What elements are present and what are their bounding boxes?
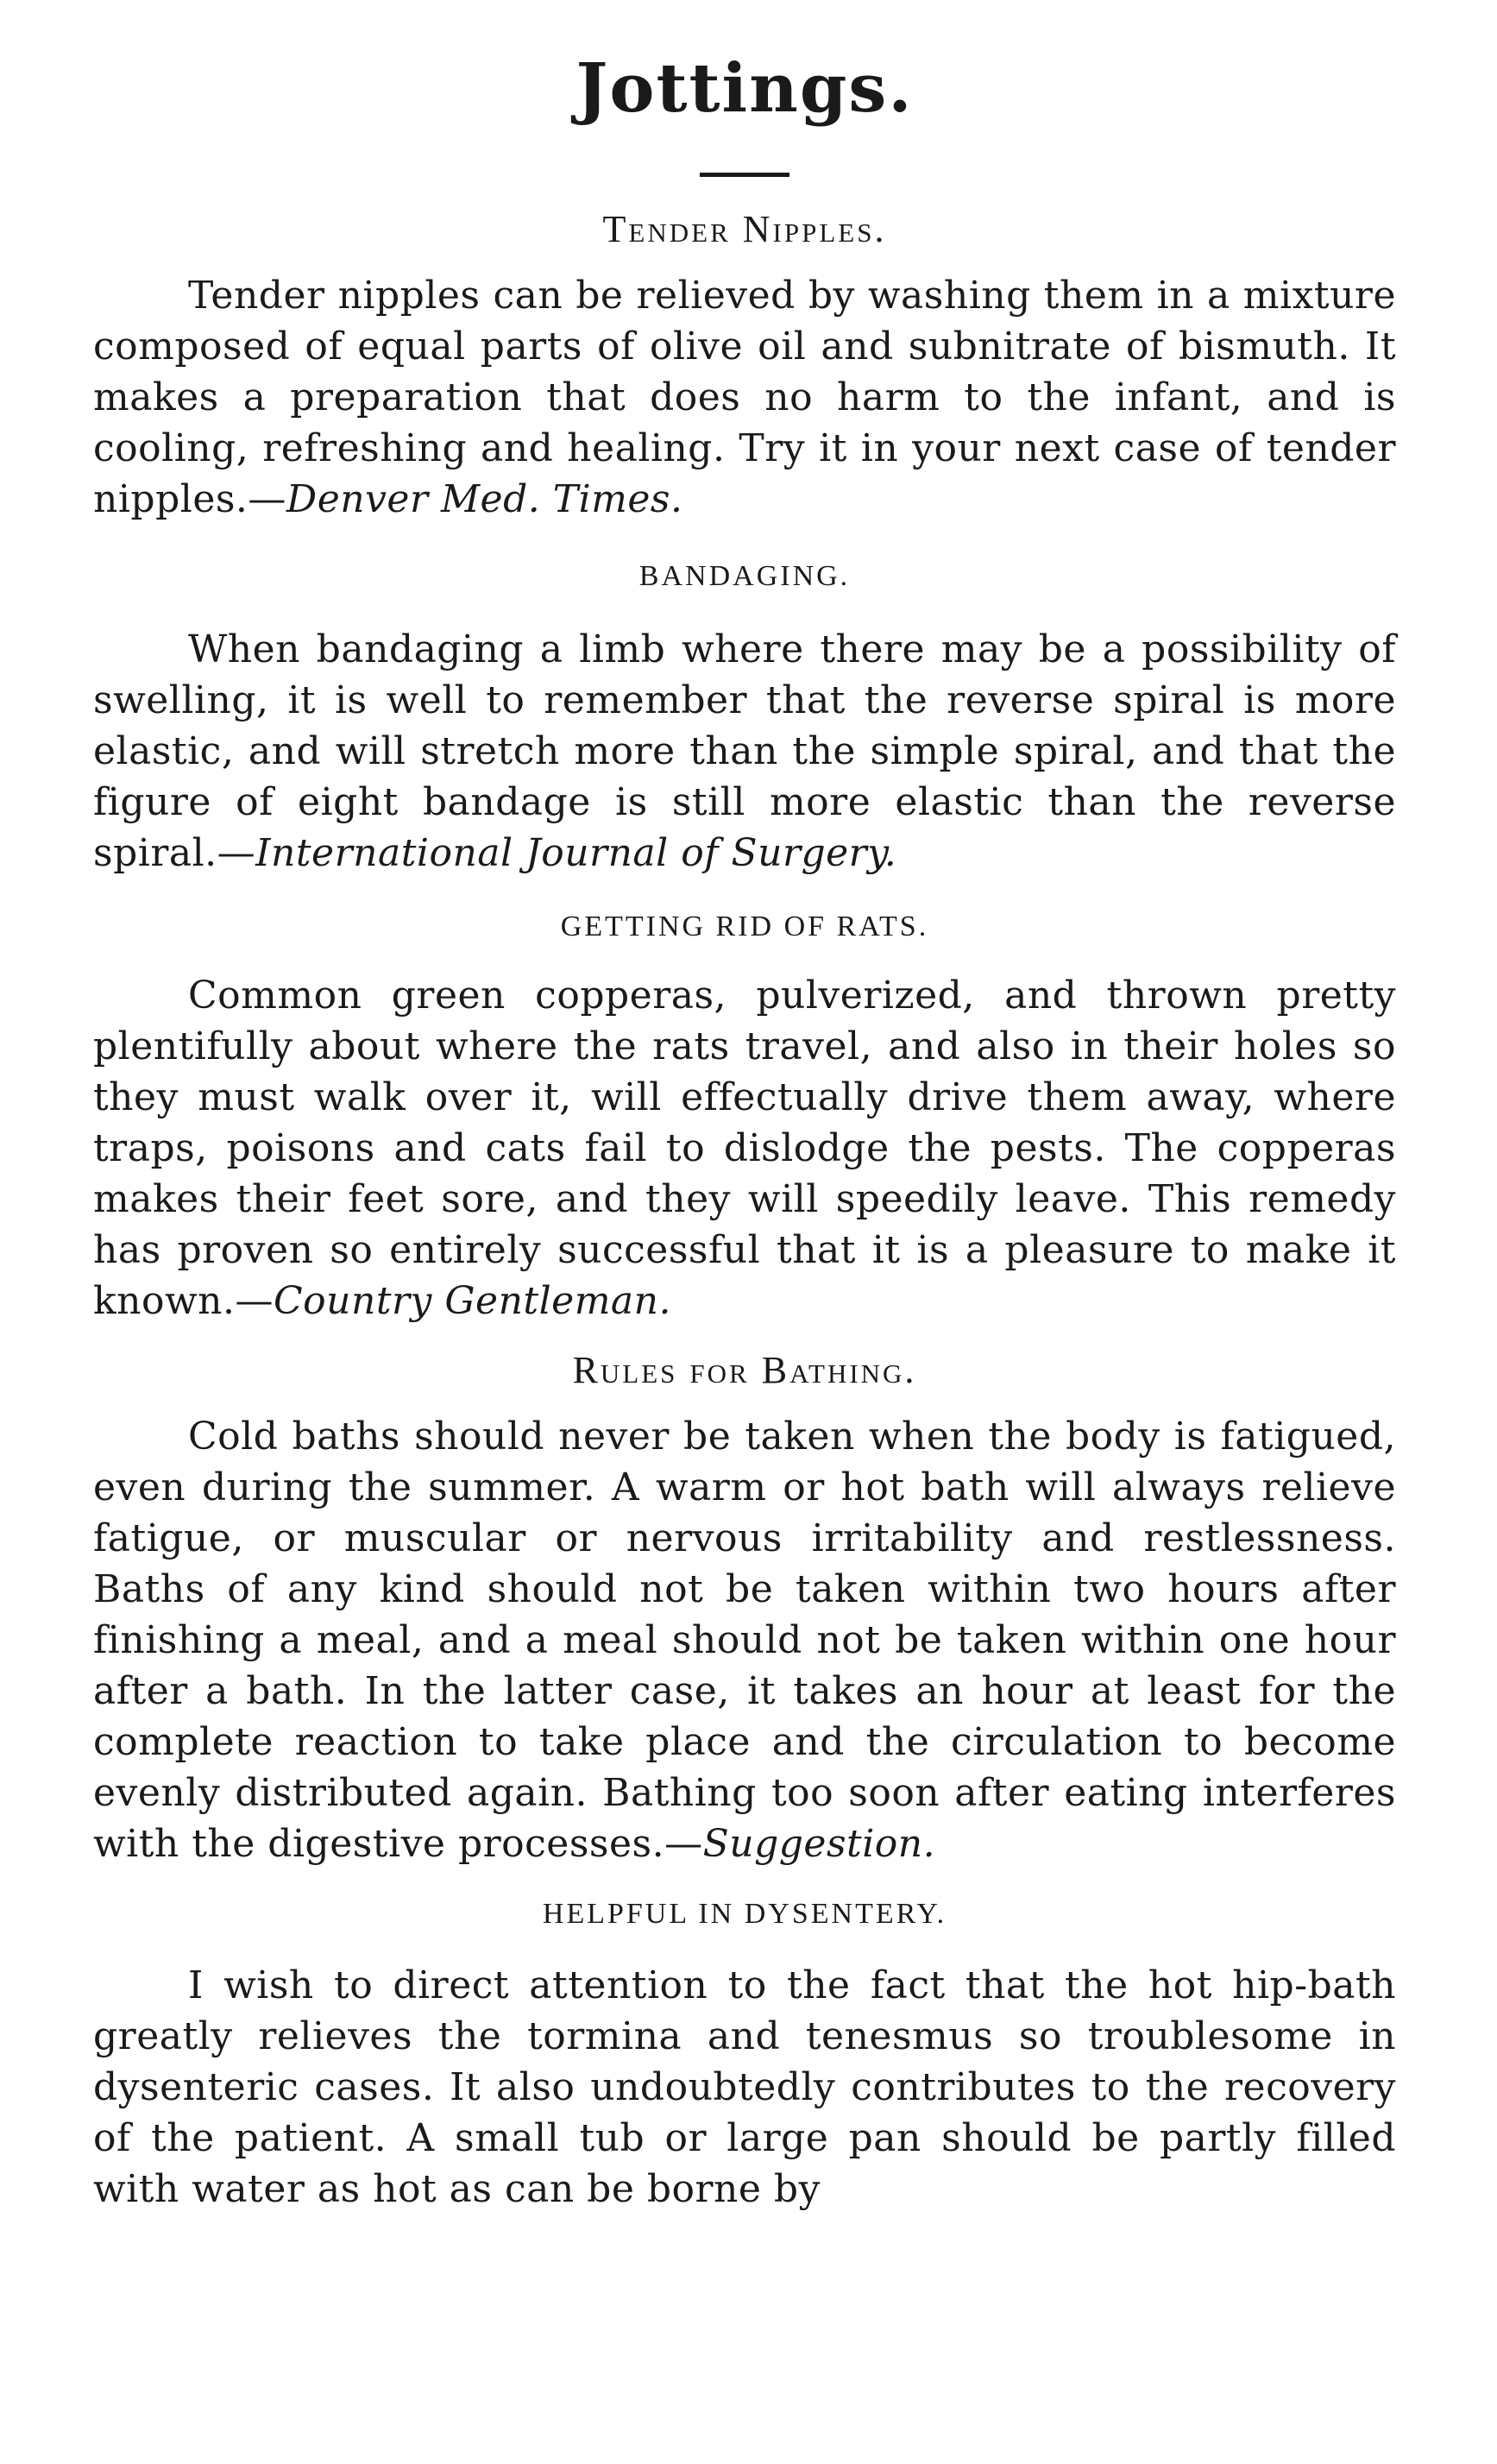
source-citation: International Journal of Surgery. xyxy=(255,831,897,876)
section-heading: HELPFUL IN DYSENTERY. xyxy=(542,1898,947,1931)
section-heading: Rules for Bathing. xyxy=(572,1348,917,1391)
body-text: Cold baths should never be taken when the body is fatigued, even during the summer. A warm or hot bath will always relieve fatigue, or muscular or nervous irritability and restlessness. Baths of any kind should not be taken within two hours after finishing a meal, and a meal should not be taken within one hour after a bath. In the latter case, it takes an hour at least for the complete reaction to take place and the circulation to become evenly distributed again. Bathing too soon after eating interferes with the digestive processes.— xyxy=(93,1415,1396,1867)
body-text: I wish to direct attention to the fact that the hot hip-bath greatly relieves the tormina and tenesmus so troublesome in dysenteric cases. It also undoubtedly contributes to the recovery of the patient. A small tub or large pan should be partly filled with water as hot as can be borne by xyxy=(93,1963,1396,2212)
section-body xyxy=(93,1960,1396,2215)
section-heading: Tender Nipples. xyxy=(602,207,887,250)
section-body xyxy=(93,1411,1396,1869)
article-rules-for-bathing xyxy=(93,1349,1396,1870)
body-text: When bandaging a limb where there may be a possibility of swelling, it is well to remember that the reverse spiral is more elastic, and will stretch more than the simple spiral, and that the figure of eight bandage is still more elastic than the reverse spiral.— xyxy=(93,627,1396,876)
section-body xyxy=(93,270,1396,525)
article-tender-nipples xyxy=(93,208,1396,526)
article-bandaging xyxy=(93,559,1396,879)
section-heading: BANDAGING. xyxy=(638,560,851,593)
article-helpful-in-dysentery xyxy=(93,1897,1396,2215)
body-text: Common green copperas, pulverized, and thrown pretty plentifully about where the rats travel, and also in their holes so they must walk over it, will effectually drive them away, where traps, poisons and cats fail to dislodge the pests. The copperas makes their feet sore, and they will speedily leave. This remedy has proven so entirely successful that it is a pleasure to make it known.— xyxy=(93,973,1396,1323)
section-body xyxy=(93,624,1396,879)
source-citation: Suggestion. xyxy=(702,1822,936,1867)
source-citation: Denver Med. Times. xyxy=(286,477,683,522)
page-title: Jottings. xyxy=(576,49,914,128)
article-getting-rid-of-rats xyxy=(93,910,1396,1326)
source-citation: Country Gentleman. xyxy=(273,1278,671,1323)
section-heading: GETTING RID OF RATS. xyxy=(560,911,929,943)
page xyxy=(93,49,1396,2215)
section-body xyxy=(93,970,1396,1327)
title-divider xyxy=(700,173,789,177)
body-text: Tender nipples can be relieved by washing them in a mixture composed of equal parts of olive oil and subnitrate of bismuth. It makes a preparation that does no harm to the infant, and is cooling, refreshing and healing. Try it in your next case of tender nipples.— xyxy=(93,274,1396,522)
